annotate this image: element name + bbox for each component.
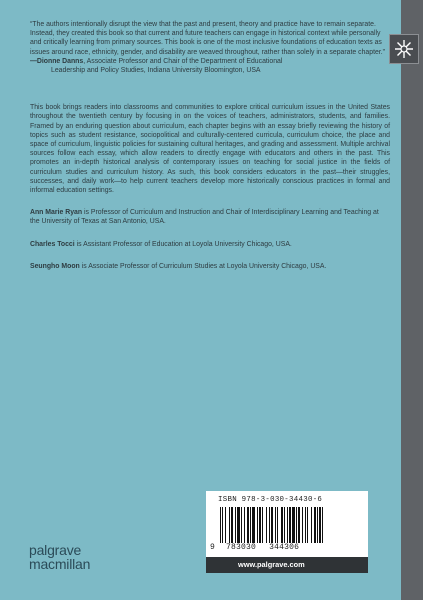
author-bio: [30, 208, 390, 226]
quote-attribution: [30, 57, 390, 75]
author-bio-text: is Associate Professor of Curriculum Studies at Loyola University Chicago, USA.: [79, 262, 327, 270]
attribution-affiliation: Leadership and Policy Studies, Indiana University Bloomington, USA: [51, 67, 261, 75]
attribution-name: —Dionne Danns: [30, 57, 84, 65]
isbn-barcode: [206, 491, 368, 573]
barcode-bars: [214, 507, 360, 545]
book-description: [30, 103, 390, 195]
isbn-digits: [210, 543, 299, 552]
publisher-url[interactable]: www.palgrave.com: [206, 557, 368, 573]
author-bio-text: is Assistant Professor of Education at Loyola University Chicago, USA.: [74, 240, 292, 248]
author-bio: [30, 240, 390, 249]
book-spine: [401, 0, 423, 600]
isbn-digits-group2: 344306: [269, 543, 300, 552]
author-name: Seungho Moon: [30, 262, 80, 270]
author-name: Charles Tocci: [30, 240, 75, 248]
isbn-digits-group1: 783030: [226, 543, 257, 552]
publisher-line2: macmillan: [29, 556, 91, 572]
isbn-label: ISBN 978-3-030-34430-6: [218, 496, 323, 504]
publisher-logo: [29, 543, 90, 571]
isbn-digit-first: 9: [210, 543, 216, 552]
author-bio-text: is Professor of Curriculum and Instruction and Chair of Interdisciplinary Learning and Teaching at the University of Texas at San Antonio, USA.: [30, 209, 379, 226]
endorsement-quote: [30, 20, 390, 75]
publisher-line1: palgrave: [29, 542, 82, 558]
author-name: Ann Marie Ryan: [30, 209, 83, 217]
attribution-role: , Associate Professor and Chair of the Department of Educational: [83, 57, 283, 65]
description-text: This book brings readers into classrooms and communities to explore critical curriculum issues in the United States throughout the twentieth century by focusing in on the voices of teachers, administrators, students, and families. Framed by an enduring question about curriculum, each chapter begins with an essay briefly reviewing the history of topics such as student resistance, sociopolitical and culturally-centered curricula, curriculum choice, the place and space of curriculum, linguistic policies for sustaining cultural heritages, and grading and assessment. Multiple archival sources follow each essay, which allow readers to directly engage with educators and others in the past. This promotes an in-depth historical analysis of contemporary issues on teaching for social justice in the fields of curriculum studies and curriculum history. As such, this book considers educators in the past—their struggles, successes, and daily work—to help current teachers develop more historically conscious practices in formal and informal education settings.: [30, 104, 390, 195]
author-bio: [30, 262, 390, 271]
palgrave-star-logo-icon: [389, 34, 419, 64]
back-cover-text: [30, 20, 390, 271]
quote-text: “The authors intentionally disrupt the view that the past and present, theory and practice have to remain separate. Instead, they created this book so that current and future teachers can engage in historical context while personally and critically learning from primary sources. This book is one of the most inclusive foundations of education texts as issues around race, ethnicity, gender, and disability are weaved throughout, rather than solely in a separate chapter.”: [30, 21, 385, 56]
